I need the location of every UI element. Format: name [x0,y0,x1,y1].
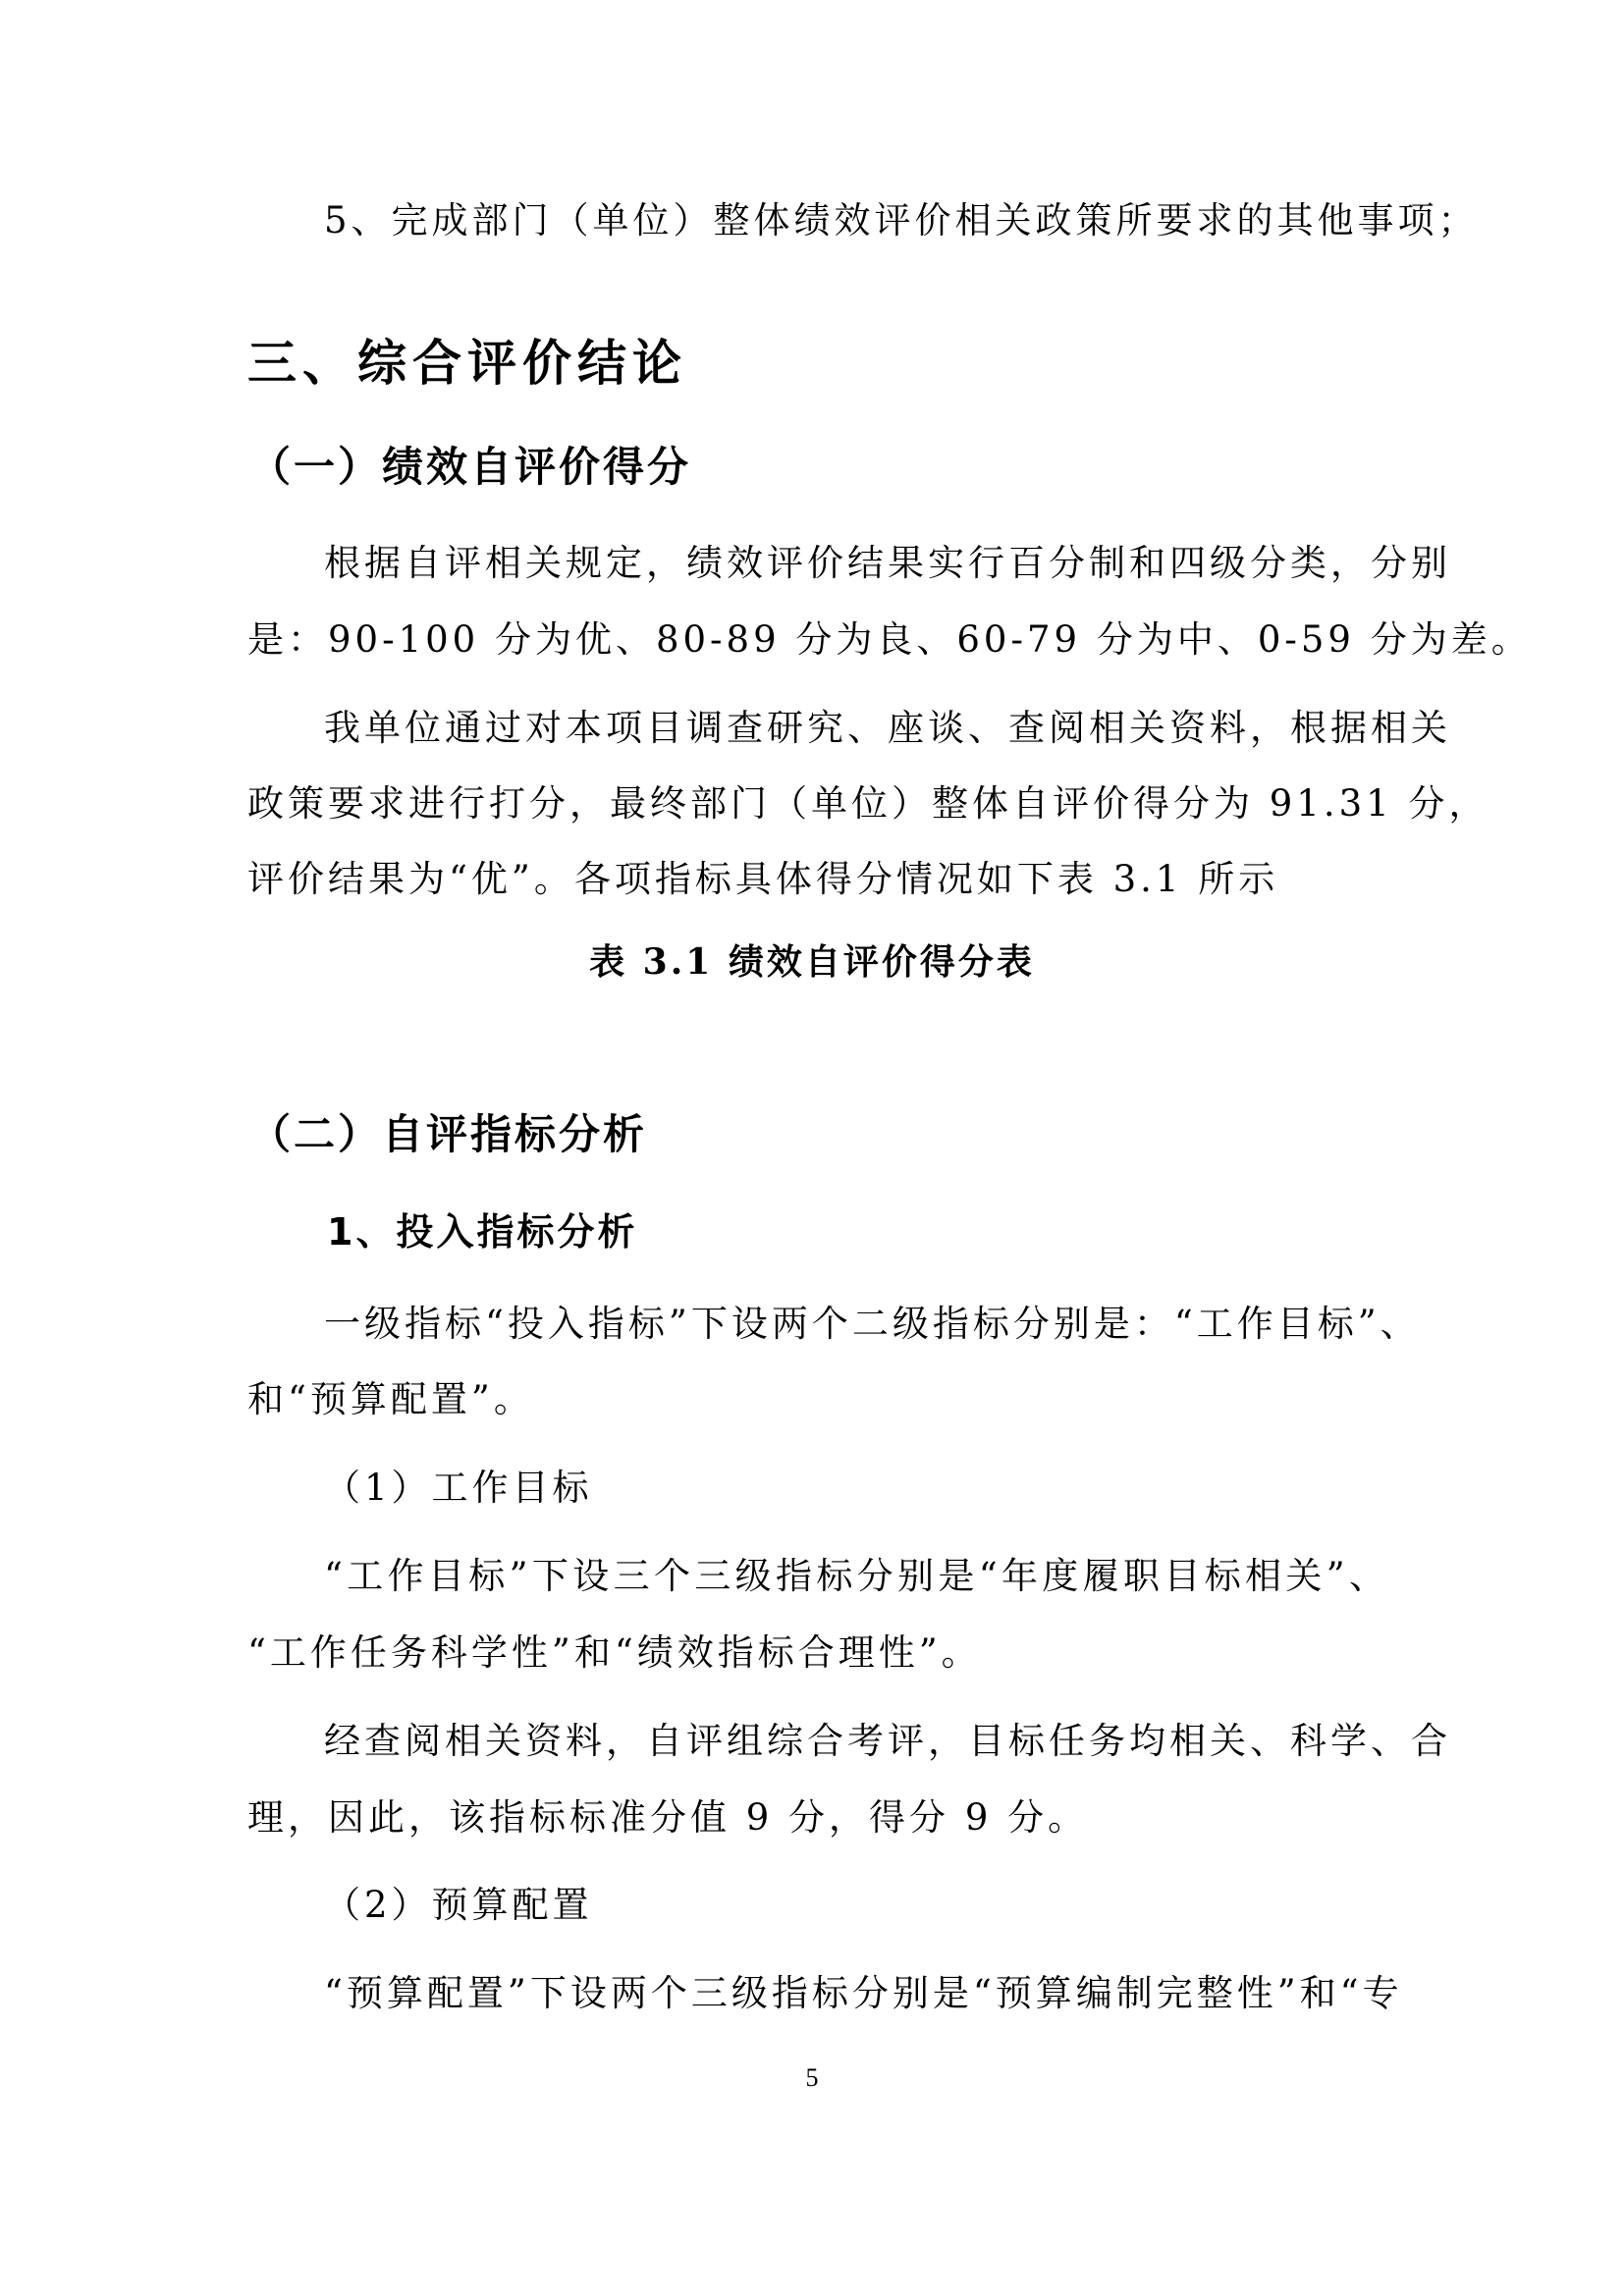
subsection-heading-1: （一）绩效自评价得分 [249,443,692,491]
paragraph-line: 评价结果为“优”。各项指标具体得分情况如下表 3.1 所示 [247,858,1279,900]
paragraph-line: 根据自评相关规定，绩效评价结果实行百分制和四级分类，分别 [324,542,1451,584]
table-caption: 表 3.1 绩效自评价得分表 [589,941,1035,983]
paragraph-line: 是：90-100 分为优、80-89 分为良、60-79 分为中、0-59 分为差。 [247,618,1532,661]
page-number: 5 [805,2063,819,2092]
paragraph-line: 我单位通过对本项目调查研究、座谈、查阅相关资料，根据相关 [324,707,1451,749]
paragraph-line: “预算配置”下设两个三级指标分别是“预算编制完整性”和“专 [324,1972,1403,2014]
list-item-5: 5、完成部门（单位）整体绩效评价相关政策所要求的其他事项； [324,199,1479,241]
paragraph-line: “工作任务科学性”和“绩效指标合理性”。 [247,1631,982,1674]
paragraph-line: 政策要求进行打分，最终部门（单位）整体自评价得分为 91.31 分， [247,782,1489,825]
paragraph-line: 经查阅相关资料，自评组综合考评，目标任务均相关、科学、合 [324,1720,1451,1762]
paragraph-line: 理，因此，该指标标准分值 9 分，得分 9 分。 [247,1796,1089,1839]
sub-item-heading: 1、投入指标分析 [327,1210,638,1254]
list-item-work-goal: （1）工作目标 [324,1467,593,1509]
paragraph-line: “工作目标”下设三个三级指标分别是“年度履职目标相关”、 [324,1555,1389,1597]
section-heading: 三、综合评价结论 [247,335,687,392]
subsection-heading-2: （二）自评指标分析 [249,1110,648,1158]
list-item-budget: （2）预算配置 [324,1884,593,1926]
paragraph-line: 和“预算配置”。 [247,1378,534,1420]
paragraph-line: 一级指标“投入指标”下设两个二级指标分别是：“工作目标”、 [324,1303,1421,1345]
